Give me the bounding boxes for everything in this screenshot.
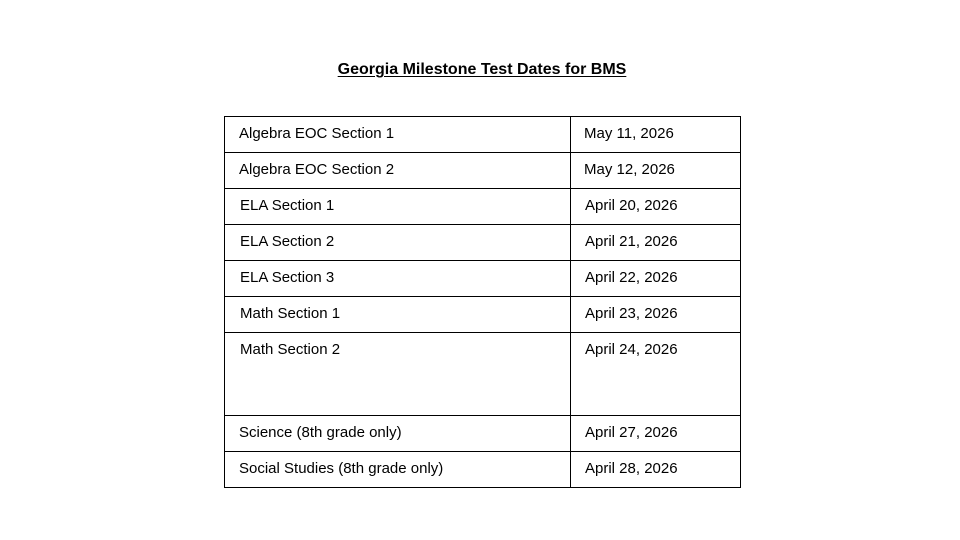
- test-name-cell: ELA Section 1: [225, 189, 571, 225]
- test-name-cell: Math Section 2: [225, 333, 571, 416]
- table-row: [225, 333, 741, 416]
- test-date-cell: April 23, 2026: [571, 297, 741, 333]
- test-name-cell: Algebra EOC Section 2: [225, 153, 571, 189]
- test-date-cell: April 27, 2026: [571, 416, 741, 452]
- table-row: [225, 225, 741, 261]
- page-title: Georgia Milestone Test Dates for BMS: [337, 61, 627, 78]
- test-name-cell: ELA Section 2: [225, 225, 571, 261]
- table-row: [225, 452, 741, 488]
- table-row: [225, 189, 741, 225]
- table-row: [225, 297, 741, 333]
- test-name-cell: Math Section 1: [225, 297, 571, 333]
- test-date-cell: April 28, 2026: [571, 452, 741, 488]
- test-date-cell: April 24, 2026: [571, 333, 741, 416]
- test-date-cell: April 20, 2026: [571, 189, 741, 225]
- test-name-cell: Social Studies (8th grade only): [225, 452, 571, 488]
- test-date-cell: April 21, 2026: [571, 225, 741, 261]
- test-date-cell: May 12, 2026: [571, 153, 741, 189]
- test-date-cell: April 22, 2026: [571, 261, 741, 297]
- test-name-cell: Science (8th grade only): [225, 416, 571, 452]
- test-name-cell: Algebra EOC Section 1: [225, 117, 571, 153]
- table-row: [225, 153, 741, 189]
- test-name-cell: ELA Section 3: [225, 261, 571, 297]
- table-row: [225, 117, 741, 153]
- table-row: [225, 416, 741, 452]
- test-dates-table: [224, 116, 741, 488]
- table-row: [225, 261, 741, 297]
- test-date-cell: May 11, 2026: [571, 117, 741, 153]
